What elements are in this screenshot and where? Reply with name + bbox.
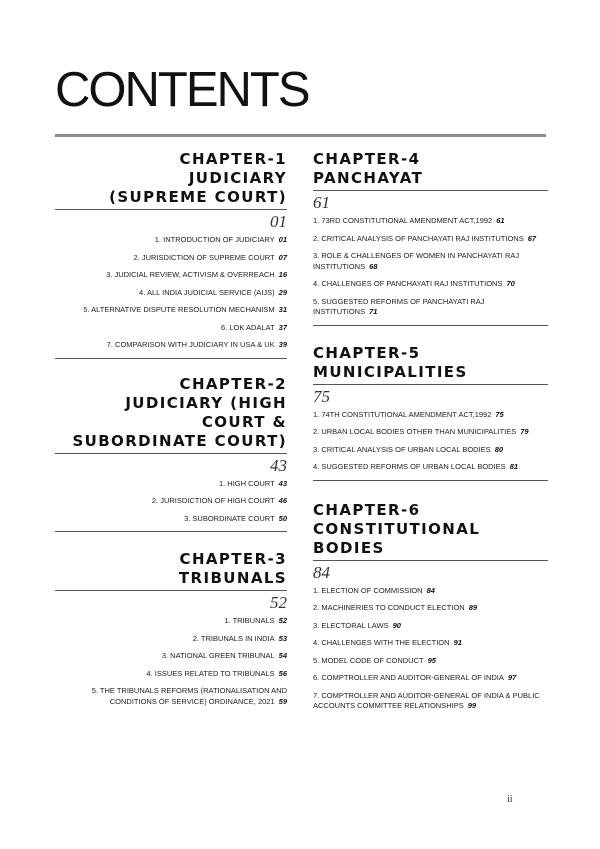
chapter-separator	[55, 358, 287, 359]
toc-entry-page: 07	[278, 252, 287, 262]
toc-entry[interactable]	[55, 235, 287, 246]
toc-entry[interactable]	[55, 340, 287, 351]
chapter-title-line: (SUPREME COURT)	[109, 188, 287, 206]
chapter-title	[313, 150, 548, 188]
chapter-title	[55, 375, 287, 451]
toc-entry-text: 7. COMPTROLLER AND AUDITOR-GENERAL OF INDIA & PUBLIC ACCOUNTS COMMITTEE RELATIONSHIPS	[313, 690, 540, 710]
toc-entry-text: 5. THE TRIBUNALS REFORMS (RATIONALISATION AND CONDITIONS OF SERVICE) ORDINANCE, 2021	[91, 686, 287, 706]
toc-entry-text: 2. URBAN LOCAL BODIES OTHER THAN MUNICIPALITIES	[313, 427, 517, 436]
toc-entry-page: 01	[278, 235, 287, 244]
chapter-block	[55, 150, 287, 359]
chapter-rule	[55, 209, 287, 210]
chapter-title	[55, 550, 287, 588]
toc-entry-text: 1. HIGH COURT	[218, 478, 275, 488]
toc-entry[interactable]	[313, 656, 548, 667]
chapter-rule	[313, 190, 548, 191]
toc-entry-page: 43	[278, 478, 287, 488]
chapter-title-line: SUBORDINATE COURT)	[72, 431, 287, 450]
chapter-separator	[313, 325, 548, 326]
toc-entry-page: 97	[507, 673, 517, 682]
chapter-page-number: 84	[313, 562, 330, 582]
chapter-rule	[55, 453, 287, 454]
chapter-page-number: 75	[313, 386, 330, 406]
toc-entry[interactable]	[313, 462, 548, 473]
toc-entry-text: 6. LOK ADALAT	[221, 322, 275, 332]
toc-entry-text: 1. INTRODUCTION OF JUDICIARY	[154, 235, 275, 244]
chapter-title-line: TRIBUNALS	[178, 569, 287, 587]
toc-entry[interactable]	[55, 323, 287, 334]
chapter-title	[313, 501, 548, 558]
toc-entry-page: 79	[520, 427, 529, 436]
toc-entry-page: 99	[467, 701, 477, 710]
page-title: CONTENTS	[55, 63, 309, 117]
chapter-rule	[313, 384, 548, 385]
toc-entry-text: 3. NATIONAL GREEN TRIBUNAL	[161, 651, 275, 660]
chapter-title-line: CHAPTER-3	[179, 550, 287, 568]
chapter-title-line: MUNICIPALITIES	[313, 362, 468, 381]
toc-entry[interactable]	[313, 297, 548, 318]
toc-entry[interactable]	[55, 634, 287, 645]
toc-entry[interactable]	[313, 691, 548, 712]
toc-entry[interactable]	[55, 270, 287, 281]
toc-entry-page: 59	[278, 696, 287, 706]
chapter-title-line: CHAPTER-4	[313, 150, 421, 168]
toc-entry-text: 4. CHALLENGES OF PANCHAYATI RAJ INSTITUTIONS	[313, 279, 503, 288]
toc-entry-page: 29	[278, 287, 287, 297]
chapter-title	[55, 150, 287, 207]
toc-entry-text: 3. JUDICIAL REVIEW, ACTIVISM & OVERREACH	[106, 270, 275, 279]
toc-entry[interactable]	[313, 673, 548, 684]
toc-entry-page: 75	[495, 409, 504, 419]
chapter-title	[313, 344, 548, 382]
toc-entry-page: 90	[392, 620, 401, 630]
toc-entry-text: 4. CHALLENGES WITH THE ELECTION	[313, 638, 450, 647]
chapter-title-line: CHAPTER-1	[179, 150, 287, 168]
toc-entry[interactable]	[313, 234, 548, 245]
chapter-title-line: JUDICIARY	[188, 169, 287, 187]
chapter-rule	[55, 590, 287, 591]
toc-entry-page: 56	[278, 668, 287, 678]
toc-entry[interactable]	[55, 288, 287, 299]
toc-entry-text: 5. MODEL CODE OF CONDUCT	[313, 655, 424, 665]
toc-entry-text: 2. TRIBUNALS IN INDIA	[192, 633, 275, 643]
toc-entry-text: 5. SUGGESTED REFORMS OF PANCHAYATI RAJ INSTITUTIONS	[313, 296, 485, 316]
toc-entry-page: 50	[278, 513, 287, 523]
toc-entry-page: 71	[369, 307, 378, 316]
toc-entry-page: 81	[509, 462, 519, 471]
chapter-separator	[313, 480, 548, 481]
toc-entry[interactable]	[313, 427, 548, 438]
toc-entry[interactable]	[313, 251, 548, 272]
toc-entry-page: 39	[278, 340, 287, 349]
toc-entry-text: 7. COMPARISON WITH JUDICIARY IN USA & UK	[106, 340, 275, 349]
toc-entry-text: 4. ALL INDIA JUDICIAL SERVICE (AIJS)	[139, 287, 275, 297]
toc-entry-page: 31	[278, 305, 287, 314]
toc-entry[interactable]	[55, 496, 287, 507]
chapter-block	[313, 344, 548, 481]
toc-entry-text: 3. CRITICAL ANALYSIS OF URBAN LOCAL BODIES	[313, 444, 491, 454]
toc-entry-page: 61	[496, 216, 505, 225]
toc-entry-page: 54	[278, 651, 287, 660]
chapter-block	[55, 375, 287, 533]
toc-entry-text: 2. CRITICAL ANALYSIS OF PANCHAYATI RAJ INSTITUTIONS	[313, 233, 524, 243]
toc-entry-page: 70	[506, 279, 515, 288]
toc-entry[interactable]	[313, 621, 548, 632]
chapter-page-number: 52	[270, 593, 287, 612]
chapter-page-number: 43	[270, 455, 287, 475]
toc-entry[interactable]	[55, 669, 287, 680]
chapter-title-line: BODIES	[313, 538, 385, 557]
chapter-page-number: 01	[270, 212, 287, 231]
toc-entry[interactable]	[313, 603, 548, 614]
chapter-separator	[55, 531, 287, 532]
toc-entry-page: 67	[527, 233, 537, 243]
right-column	[313, 150, 548, 719]
toc-entry-page: 84	[426, 585, 435, 595]
chapter-title-line: CHAPTER-2	[179, 374, 287, 393]
chapter-block	[313, 150, 548, 326]
toc-entry-page: 89	[468, 603, 478, 612]
toc-entry-text: 5. ALTERNATIVE DISPUTE RESOLUTION MECHANISM	[83, 305, 275, 314]
chapter-block	[313, 501, 548, 712]
toc-entry-text: 2. JURISDICTION OF HIGH COURT	[151, 496, 275, 505]
toc-entry-page: 37	[278, 322, 287, 332]
toc-entry[interactable]	[55, 305, 287, 316]
toc-entry[interactable]	[313, 279, 548, 290]
toc-entry[interactable]	[313, 638, 548, 649]
toc-entry-text: 2. JURISDICTION OF SUPREME COURT	[133, 252, 275, 262]
chapter-page-number: 61	[313, 193, 330, 212]
chapter-title-line: COURT &	[201, 412, 287, 431]
page-number: ii	[507, 794, 513, 805]
chapter-title-line: CONSTITUTIONAL	[313, 519, 481, 538]
chapter-title-line: PANCHAYAT	[313, 169, 424, 187]
toc-entry[interactable]	[313, 216, 548, 227]
toc-entry-page: 91	[453, 638, 462, 647]
toc-entry-text: 6. COMPTROLLER AND AUDITOR-GENERAL OF INDIA	[313, 673, 504, 682]
toc-entry-text: 1. TRIBUNALS	[224, 616, 275, 625]
chapter-title-line: CHAPTER-6	[313, 500, 421, 519]
toc-entry[interactable]	[55, 686, 287, 707]
toc-entry[interactable]	[55, 253, 287, 264]
toc-entry-text: 4. ISSUES RELATED TO TRIBUNALS	[146, 668, 275, 678]
toc-entry-page: 68	[369, 261, 378, 271]
toc-entry[interactable]	[55, 616, 287, 627]
toc-entry-text: 1. ELECTION OF COMMISSION	[313, 585, 423, 595]
left-column	[55, 150, 287, 714]
toc-entry[interactable]	[55, 479, 287, 490]
toc-entry-text: 3. ELECTORAL LAWS	[313, 620, 389, 630]
toc-entry-text: 1. 73RD CONSTITUTIONAL AMENDMENT ACT,1992	[313, 216, 493, 225]
toc-entry-text: 1. 74TH CONSTITUTIONAL AMENDMENT ACT,1992	[313, 409, 492, 419]
chapter-title-line: JUDICIARY (HIGH	[125, 393, 287, 412]
toc-entry-page: 95	[427, 655, 436, 665]
chapter-block	[55, 550, 287, 707]
toc-entry-text: 3. ROLE & CHALLENGES OF WOMEN IN PANCHAYATI RAJ INSTITUTIONS	[313, 251, 520, 271]
toc-entry-text: 2. MACHINERIES TO CONDUCT ELECTION	[313, 603, 465, 612]
toc-entry-page: 46	[278, 496, 287, 505]
title-rule	[55, 134, 546, 137]
toc-entry-page: 52	[278, 616, 287, 625]
toc-entry[interactable]	[313, 586, 548, 597]
toc-entry[interactable]	[55, 651, 287, 662]
chapter-title-line: CHAPTER-5	[313, 343, 421, 362]
toc-entry-page: 16	[278, 270, 287, 279]
chapter-rule	[313, 560, 548, 561]
toc-entry[interactable]	[313, 410, 548, 421]
toc-entry[interactable]	[313, 445, 548, 456]
toc-entry-page: 80	[494, 444, 504, 454]
toc-entry-text: 3. SUBORDINATE COURT	[184, 513, 275, 523]
toc-entry-text: 4. SUGGESTED REFORMS OF URBAN LOCAL BODIES	[313, 462, 506, 471]
toc-entry-page: 53	[278, 633, 287, 643]
toc-entry[interactable]	[55, 514, 287, 525]
